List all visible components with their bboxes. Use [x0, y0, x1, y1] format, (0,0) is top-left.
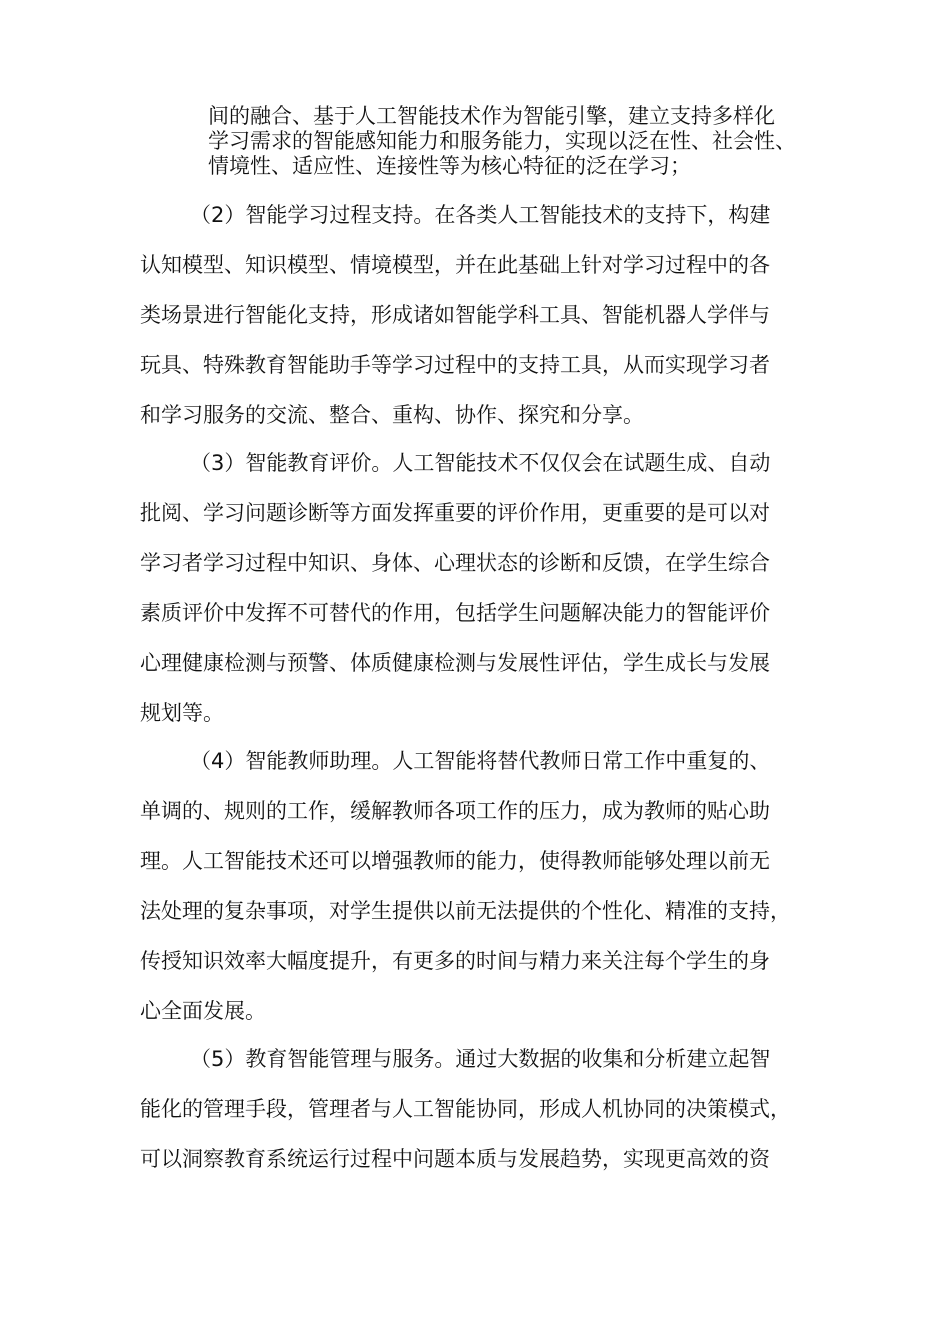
paragraph-heading-line: （3）智能教育评价。人工智能技术不仅仅会在试题生成、自动 [190, 451, 771, 475]
text-line: 可以洞察教育系统运行过程中问题本质与发展趋势，实现更高效的资 [140, 1147, 770, 1171]
paragraph-teacher-assistant [140, 736, 840, 1036]
text-line: 理。人工智能技术还可以增强教师的能力，使得教师能够处理以前无 [140, 849, 770, 873]
text-line: 批阅、学习问题诊断等方面发挥重要的评价作用，更重要的是可以对 [140, 501, 770, 525]
paragraph-learning-process-support [140, 190, 840, 440]
text-line: 心理健康检测与预警、体质健康检测与发展性评估，学生成长与发展 [140, 651, 770, 675]
text-line: 玩具、特殊教育智能助手等学习过程中的支持工具，从而实现学习者 [140, 353, 770, 377]
text-line: 素质评价中发挥不可替代的作用，包括学生问题解决能力的智能评价 [140, 601, 770, 625]
text-line: 学习需求的智能感知能力和服务能力，实现以泛在性、社会性、 [208, 129, 796, 153]
paragraph-education-evaluation [140, 438, 840, 738]
text-line: 类场景进行智能化支持，形成诸如智能学科工具、智能机器人学伴与 [140, 303, 770, 327]
text-line: 法处理的复杂事项，对学生提供以前无法提供的个性化、精准的支持， [140, 899, 791, 923]
text-line: 传授知识效率大幅度提升，有更多的时间与精力来关注每个学生的身 [140, 949, 770, 973]
text-line: 规划等。 [140, 701, 224, 725]
text-line: 能化的管理手段，管理者与人工智能协同，形成人机协同的决策模式， [140, 1097, 791, 1121]
text-line: 间的融合、基于人工智能技术作为智能引擎，建立支持多样化 [208, 104, 775, 128]
paragraph-management-service [140, 1034, 840, 1184]
continuation-text-block [208, 104, 858, 179]
text-line: 认知模型、知识模型、情境模型，并在此基础上针对学习过程中的各 [140, 253, 770, 277]
text-line: 和学习服务的交流、整合、重构、协作、探究和分享。 [140, 403, 644, 427]
text-line: 情境性、适应性、连接性等为核心特征的泛在学习； [208, 154, 691, 178]
text-line: 学习者学习过程中知识、身体、心理状态的诊断和反馈，在学生综合 [140, 551, 770, 575]
paragraph-heading-line: （4）智能教师助理。人工智能将替代教师日常工作中重复的、 [190, 749, 771, 773]
paragraph-heading-line: （5）教育智能管理与服务。通过大数据的收集和分析建立起智 [190, 1047, 771, 1071]
paragraph-heading-line: （2）智能学习过程支持。在各类人工智能技术的支持下，构建 [190, 203, 771, 227]
text-line: 心全面发展。 [140, 999, 266, 1023]
text-line: 单调的、规则的工作，缓解教师各项工作的压力，成为教师的贴心助 [140, 799, 770, 823]
